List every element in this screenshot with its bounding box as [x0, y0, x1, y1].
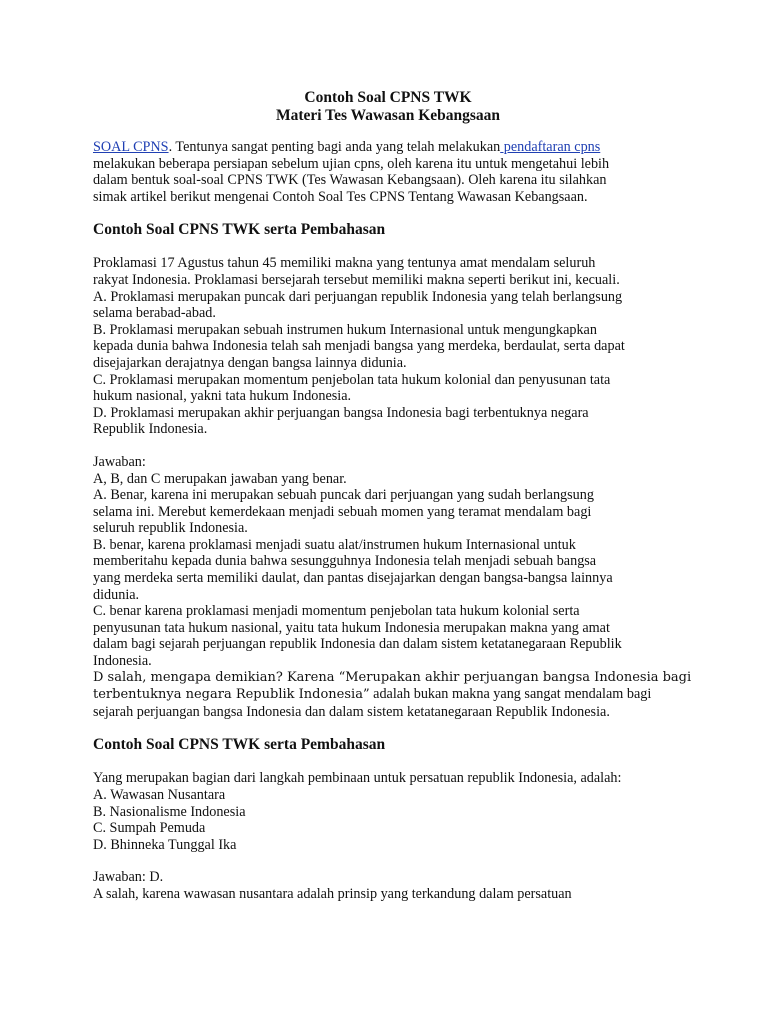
question-line: hukum nasional, yakni tata hukum Indonesia. — [93, 388, 352, 405]
intro-line: simak artikel berikut mengenai Contoh Soal Tes CPNS Tentang Wawasan Kebangsaan. — [93, 188, 588, 205]
answer-line: dalam bagi sejarah perjuangan republik Indonesia dan dalam sistem ketatanegaraan Republik — [93, 636, 622, 653]
question-line: Proklamasi 17 Agustus tahun 45 memiliki makna yang tentunya amat mendalam seluruh — [93, 255, 596, 272]
question-line: A. Proklamasi merupakan puncak dari perjuangan republik Indonesia yang telah berlangsung — [93, 288, 623, 305]
question-line: Yang merupakan bagian dari langkah pembinaan untuk persatuan republik Indonesia, adalah: — [93, 770, 622, 787]
answer-line — [93, 686, 683, 704]
question-line: rakyat Indonesia. Proklamasi bersejarah tersebut memiliki makna seperti berikut ini, kecuali. — [93, 271, 620, 288]
answer-line: Jawaban: D. — [93, 869, 164, 886]
question-line: disejajarkan derajatnya dengan bangsa lainnya didunia. — [93, 354, 407, 371]
answer-line: C. benar karena proklamasi menjadi momentum penjebolan tata hukum kolonial serta — [93, 603, 580, 620]
intro-line: dalam bentuk soal-soal CPNS TWK (Tes Wawasan Kebangsaan). Oleh karena itu silahkan — [93, 172, 607, 189]
answer-quote-end: terbentuknya negara Republik Indonesia” — [93, 687, 370, 703]
section-1-question — [93, 255, 683, 438]
intro-line: melakukan beberapa persiapan sebelum ujian cpns, oleh karena itu untuk mengetahui lebih — [93, 155, 610, 172]
answer-line: D salah, mengapa demikian? Karena “Merupakan akhir perjuangan bangsa Indonesia bagi — [93, 669, 692, 685]
answer-line: Indonesia. — [93, 653, 152, 670]
answer-line: didunia. — [93, 586, 140, 603]
title-line-2: Materi Tes Wawasan Kebangsaan — [275, 107, 501, 124]
question-line: selama berabad-abad. — [93, 305, 216, 322]
question-line: D. Proklamasi merupakan akhir perjuangan bangsa Indonesia bagi terbentuknya negara — [93, 404, 589, 421]
answer-line: sejarah perjuangan bangsa Indonesia dan dalam sistem ketatanegaraan Republik Indonesia. — [93, 703, 610, 720]
answer-line: seluruh republik Indonesia. — [93, 520, 248, 537]
answer-line: selama ini. Merebut kemerdekaan menjadi sebuah momen yang teramat mendalam bagi — [93, 503, 592, 520]
answer-line: yang merdeka serta memiliki daulat, dan pantas disejajarkan dengan bangsa-bangsa lainnya — [93, 570, 613, 587]
question-line: D. Bhinneka Tunggal Ika — [93, 836, 237, 853]
soal-cpns-link[interactable]: SOAL CPNS — [93, 139, 169, 155]
section-2-answer — [93, 869, 683, 902]
title-line-1: Contoh Soal CPNS TWK — [304, 89, 472, 106]
document-page — [93, 89, 692, 903]
question-line: B. Nasionalisme Indonesia — [93, 803, 246, 820]
answer-line-rest: adalah bukan makna yang sangat mendalam bagi — [369, 686, 652, 703]
intro-first-line — [93, 139, 683, 156]
document-title — [93, 89, 683, 125]
question-line: kepada dunia bahwa Indonesia telah sah menjadi bangsa yang merdeka, berdaulat, serta dapat — [93, 338, 625, 355]
section-1-heading: Contoh Soal CPNS TWK serta Pembahasan — [93, 221, 386, 239]
section-2-heading: Contoh Soal CPNS TWK serta Pembahasan — [93, 736, 386, 754]
question-line: B. Proklamasi merupakan sebuah instrumen hukum Internasional untuk mengungkapkan — [93, 321, 597, 338]
question-line: A. Wawasan Nusantara — [93, 787, 226, 803]
section-2-question — [93, 770, 683, 853]
pendaftaran-cpns-link[interactable]: pendaftaran cpns — [500, 139, 601, 155]
question-line: C. Proklamasi merupakan momentum penjebolan tata hukum kolonial dan penyusunan tata — [93, 371, 611, 388]
answer-line: A salah, karena wawasan nusantara adalah prinsip yang terkandung dalam persatuan — [93, 885, 572, 902]
intro-paragraph — [93, 139, 683, 205]
intro-first-line-text: . Tentunya sangat penting bagi anda yang telah melakukan — [168, 139, 501, 155]
answer-line: B. benar, karena proklamasi menjadi suatu alat/instrumen hukum Internasional untuk — [93, 536, 576, 553]
question-line: Republik Indonesia. — [93, 421, 208, 438]
answer-line: Jawaban: — [93, 453, 146, 470]
answer-line: A, B, dan C merupakan jawaban yang benar. — [93, 470, 347, 487]
answer-line: A. Benar, karena ini merupakan sebuah puncak dari perjuangan yang sudah berlangsung — [93, 487, 594, 504]
answer-line: penyusunan tata hukum nasional, yaitu tata hukum Indonesia merupakan makna yang amat — [93, 619, 610, 636]
answer-line: memberitahu kepada dunia bahwa sesungguhnya Indonesia telah menjadi sebuah bangsa — [93, 553, 597, 570]
section-1-answer — [93, 453, 692, 721]
question-line: C. Sumpah Pemuda — [93, 820, 206, 837]
